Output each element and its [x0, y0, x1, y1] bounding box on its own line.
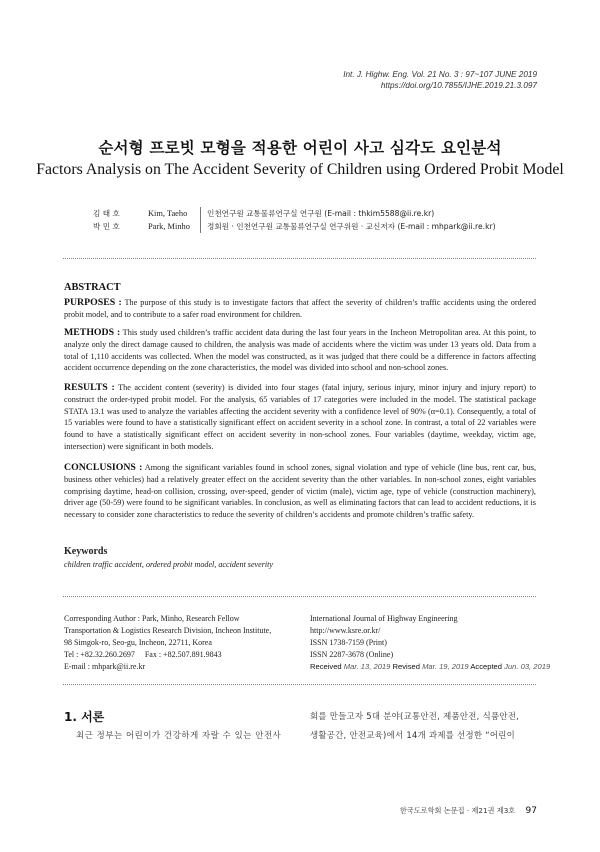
journal-citation: Int. J. Highw. Eng. Vol. 21 No. 3 : 97~107 JUNE 2019: [343, 70, 537, 79]
methods-text: This study used children’s traffic accident data during the last four years in the Incheon Metropolitan area. At this point, to analyze only the direct damage caused to children, the analysis was made of accidents where the victim was under 13 years old. Data from a total of 1,110 accidents was collected. When the model was constructed, as it was judged that there could be a difference in factors affecting accident occurrence depending on the zone characteristics, the model was divided into school and non-school zones.: [64, 328, 536, 373]
abstract-conclusions: [64, 462, 536, 521]
section-heading: 1. 서론: [64, 710, 105, 724]
author-name-kr: 김 태 호: [93, 209, 120, 218]
title-korean: 순서형 프로빗 모형을 적용한 어린이 사고 심각도 요인분석: [98, 139, 502, 157]
author-name-en: Kim, Taeho: [148, 209, 188, 218]
keywords-text: children traffic accident, ordered probit model, accident severity: [64, 560, 273, 569]
author-affiliation: 인천연구원 교통물류연구실 연구원 (E-mail : thkim5588@ii.re.kr): [200, 207, 434, 220]
journal-url[interactable]: http://www.ksre.or.kr/: [310, 625, 381, 635]
body-text-right: 회를 만들고자 5대 분야(교통안전, 제품안전, 식품안전,: [310, 711, 520, 721]
author-affiliation: 정회원 · 인천연구원 교통물류연구실 연구위원 · 교신저자 (E-mail : mhpark@ii.re.kr): [200, 220, 496, 233]
conclusions-text: Among the significant variables found in school zones, signal violation and type of vehicle (line bus, rent car, bus, business other vehicles) had a relatively greater effect on the accident severity than the other variables. In non-school zones, eight variables comprising daytime, head-on collision, crossing, over-speed, gender of victim (male), victim age, type of vehicle (construction machinery), driver age (50-59) were found to be significant variables. In conclusion, as well as eliminating factors that can lead to accident reductions, it is necessary to consider zone characteristics to reduce the severity of children’s accidents and promote children’s traffic safety.: [64, 463, 537, 520]
author-list: [93, 207, 496, 233]
journal-name: International Journal of Highway Engineering: [310, 614, 458, 623]
revised-label: Revised: [392, 661, 420, 671]
results-label: RESULTS :: [64, 382, 115, 393]
corr-line: 98 Simgok-ro, Seo-gu, Incheon, 22711, Korea: [64, 637, 212, 647]
issn-online: ISSN 2287-3678 (Online): [310, 649, 394, 659]
body-text-right: 생활공간, 안전교육)에서 14개 과제를 선정한 “어린이: [310, 730, 516, 740]
author-name-kr: 박 민 호: [93, 222, 120, 231]
corr-line: Corresponding Author : Park, Minho, Research Fellow: [64, 614, 240, 623]
purposes-label: PURPOSES :: [64, 297, 122, 308]
accepted-date: Jun. 03, 2019: [504, 661, 551, 671]
author-row: [93, 220, 496, 233]
divider: [63, 258, 536, 259]
journal-info: [310, 613, 551, 673]
issn-print: ISSN 1738-7159 (Print): [310, 637, 387, 647]
divider: [63, 596, 536, 597]
author-name-en: Park, Minho: [148, 222, 190, 231]
abstract-purposes: [64, 297, 536, 321]
purposes-text: The purpose of this study is to investigate factors that affect the severity of children’s traffic accidents using the ordered probit model, and to contribute to a safer road environment for children.: [64, 298, 536, 319]
divider: [63, 684, 536, 685]
corr-email[interactable]: E-mail : mhpark@ii.re.kr: [64, 661, 146, 671]
page-number: 97: [525, 806, 537, 816]
received-label: Received: [310, 661, 342, 671]
corr-line: Tel : +82.32.260.2697 Fax : +82.507.891.9843: [64, 649, 222, 659]
revised-date: Mar. 19, 2019: [422, 661, 469, 671]
author-row: [93, 207, 496, 220]
corresponding-author: [64, 613, 304, 673]
conclusions-label: CONCLUSIONS :: [64, 462, 143, 473]
methods-label: METHODS :: [64, 327, 121, 338]
title-english: Factors Analysis on The Accident Severity of Children using Ordered Probit Model: [36, 161, 564, 178]
page-footer: [400, 806, 537, 816]
submission-dates: [310, 661, 551, 673]
accepted-label: Accepted: [470, 661, 503, 671]
keywords-heading: Keywords: [64, 546, 108, 557]
received-date: Mar. 13, 2019: [343, 661, 391, 671]
body-text-left: 최근 정부는 어린이가 건강하게 자랄 수 있는 안전사: [76, 730, 282, 740]
results-text: The accident content (severity) is divided into four stages (fatal injury, serious injury, minor injury and injury report) to construct the order-typed probit model. For the analysis, 65 variables of 17 categories were included in the model. The statistical package STATA 13.1 was used to analyze the variables affecting the accident severity with a confidence level of 90% (α=0.1). Consequently, a total of 15 variables were found to have a statistically significant effect on accident severity in a school zone. In contrast, a total of 22 variables were found to have a statistically significant effect on accident severity in non-school zones. Four variables (daytime, weekday, victim age, intersection) were significant in both models.: [64, 383, 537, 451]
doi-link[interactable]: https://doi.org/10.7855/IJHE.2019.21.3.097: [380, 81, 537, 90]
abstract-heading: ABSTRACT: [64, 282, 121, 293]
abstract-methods: [64, 327, 536, 374]
corr-line: Transportation & Logistics Research Division, Incheon Institute,: [64, 625, 272, 635]
footer-journal: 한국도로학회 논문집 · 제21권 제3호: [399, 806, 516, 815]
abstract-results: [64, 382, 536, 453]
